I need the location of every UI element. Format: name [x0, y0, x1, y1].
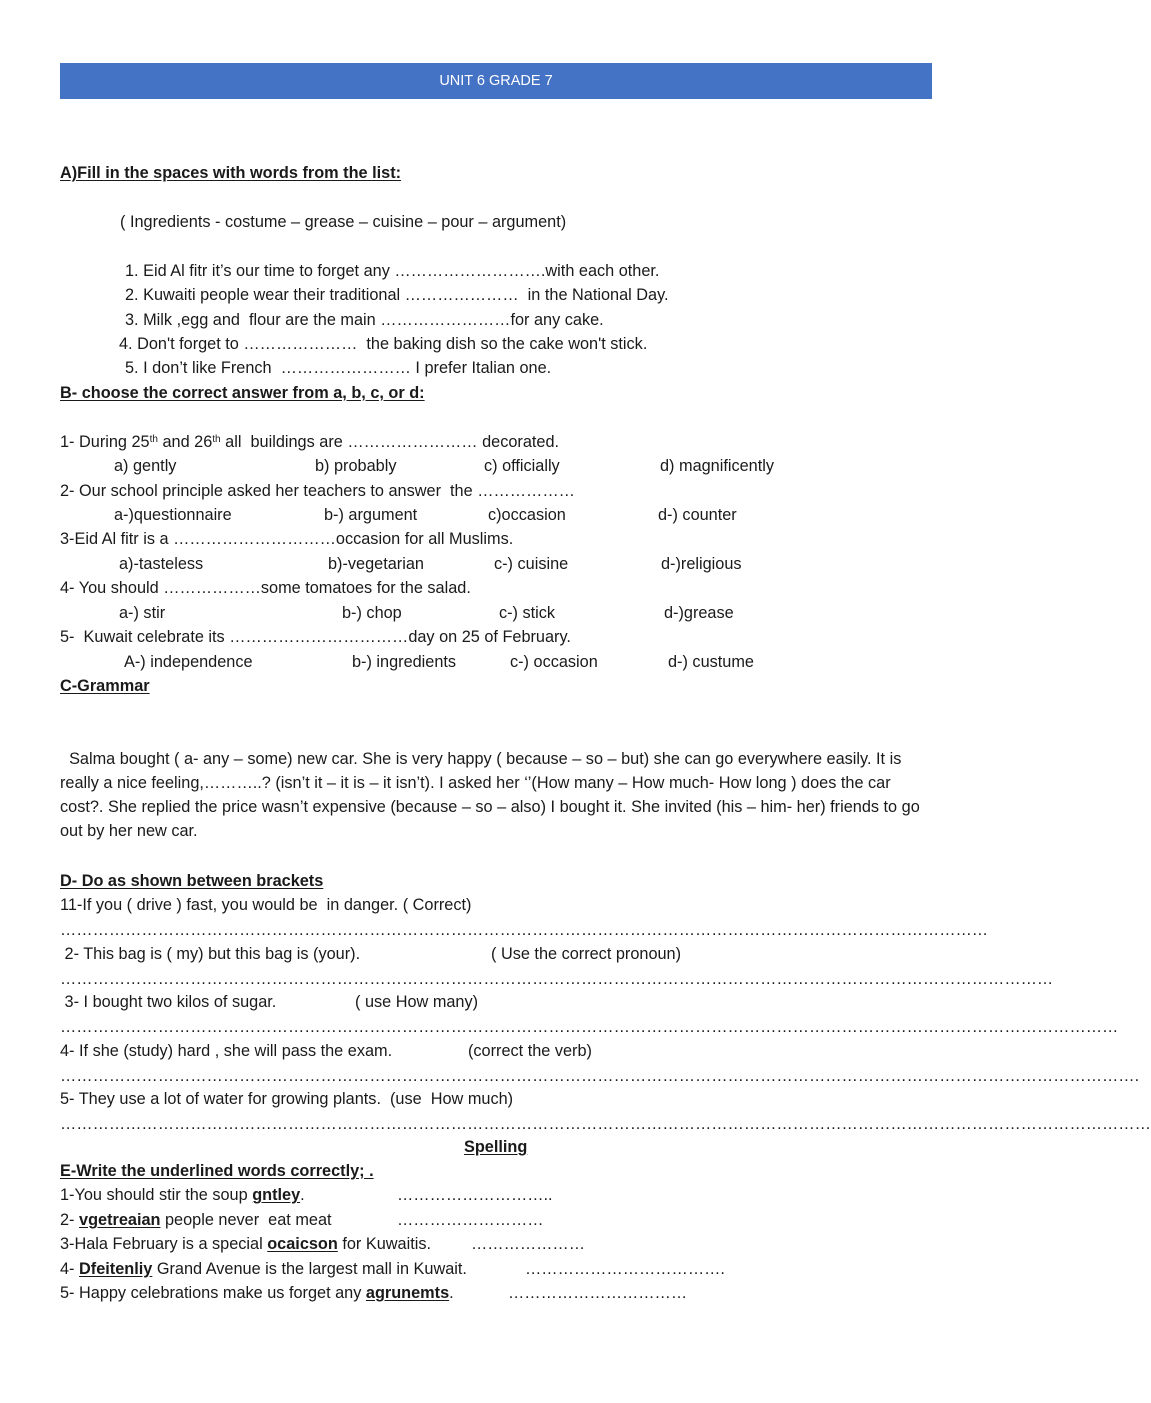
section-b-heading: B- choose the correct answer from a, b, c, or d:	[60, 384, 425, 402]
misspelled-word: vgetreaian	[79, 1211, 161, 1229]
word-list: ( Ingredients - costume – grease – cuisine – pour – argument)	[120, 213, 567, 231]
grammar-paragraph: Salma bought ( a- any – some) new car. She is very happy ( because – so – but) she can go everywhere easily. It is really a nice feeling,………..? (isn’t it – it is – it isn’t). I asked her ‘’(How many – How much- How long ) does the car cost?. She replied the price wasn’t expensive (because – so – also) I bought it. She invited (his – him- her) friends to go out by her new car.	[60, 750, 920, 840]
b-question-3: 3-Eid Al fitr is a …………………………occasion for all Muslims.	[60, 530, 514, 548]
b-question-5: 5- Kuwait celebrate its ……………………………day on 25 of February.	[60, 628, 571, 646]
e-answer-5: ……………………………	[508, 1284, 688, 1302]
b3-option-a: a)-tasteless	[119, 555, 204, 573]
e-item-3: 3-Hala February is a special ocaicson for Kuwaitis.	[60, 1235, 432, 1253]
section-e-heading: E-Write the underlined words correctly; .	[60, 1162, 374, 1180]
misspelled-word: gntley	[252, 1186, 301, 1204]
b1-option-c: c) officially	[484, 457, 560, 475]
a-item-1: 1. Eid Al fitr it’s our time to forget any ……………………….with each other.	[125, 262, 660, 280]
d-item-3: 3- I bought two kilos of sugar.	[60, 993, 277, 1011]
d-item-3-hint: ( use How many)	[355, 993, 479, 1011]
header-title: UNIT 6 GRADE 7	[439, 73, 553, 89]
misspelled-word: agrunemts	[365, 1284, 450, 1302]
b2-option-d: d-) counter	[658, 506, 737, 524]
b3-option-b: b)-vegetarian	[328, 555, 424, 573]
section-c-heading: C-Grammar	[60, 677, 150, 695]
misspelled-word: ocaicson	[267, 1235, 338, 1253]
e-answer-3: …………………	[471, 1235, 585, 1253]
d-answer-line-3: ……………………………………………………………………………………………………………………………………………………………………………	[60, 1018, 1119, 1036]
a-item-3: 3. Milk ,egg and flour are the main ……………………for any cake.	[125, 311, 604, 329]
d-answer-line-5: …………………………………………………………………………………………………………………………………………………………………………………	[60, 1115, 1151, 1133]
spelling-title: Spelling	[464, 1138, 528, 1156]
b5-option-c: c-) occasion	[510, 653, 598, 671]
d-item-2: 2- This bag is ( my) but this bag is (your).	[60, 945, 361, 963]
e-answer-1: ………………………..	[397, 1186, 553, 1204]
b-question-2: 2- Our school principle asked her teachers to answer the ………………	[60, 482, 575, 500]
d-item-1: 11-If you ( drive ) fast, you would be in danger. ( Correct)	[60, 896, 472, 914]
b2-option-a: a-)questionnaire	[114, 506, 232, 524]
b4-option-a: a-) stir	[119, 604, 166, 622]
d-answer-line-1: ………………………………………………………………………………………………………………………………………………………	[60, 921, 989, 939]
section-d-heading: D- Do as shown between brackets	[60, 872, 324, 890]
d-item-4: 4- If she (study) hard , she will pass the exam.	[60, 1042, 393, 1060]
d-answer-line-4: ……………………………………………………………………………………………………………………………………………………………………………….	[60, 1067, 1140, 1085]
d-item-4-hint: (correct the verb)	[468, 1042, 592, 1060]
b1-option-a: a) gently	[114, 457, 177, 475]
b-question-1: 1- During 25th and 26th all buildings are …………………… decorated.	[60, 433, 560, 451]
e-item-1: 1-You should stir the soup gntley.	[60, 1186, 305, 1204]
b1-option-b: b) probably	[315, 457, 397, 475]
b-question-4: 4- You should ………………some tomatoes for the salad.	[60, 579, 471, 597]
e-answer-2: ………………………	[397, 1211, 544, 1229]
section-a-heading: A)Fill in the spaces with words from the list:	[60, 164, 402, 182]
d-item-5: 5- They use a lot of water for growing plants. (use How much)	[60, 1090, 514, 1108]
e-item-4: 4- Dfeitenliy Grand Avenue is the largest mall in Kuwait.	[60, 1260, 467, 1278]
b5-option-d: d-) custume	[668, 653, 754, 671]
b2-option-c: c)occasion	[488, 506, 566, 524]
a-item-4: 4. Don't forget to ………………… the baking dish so the cake won't stick.	[119, 335, 648, 353]
b4-option-d: d-)grease	[664, 604, 734, 622]
e-answer-4: ……………………………….	[525, 1260, 725, 1278]
b4-option-c: c-) stick	[499, 604, 556, 622]
a-item-5: 5. I don’t like French …………………… I prefer Italian one.	[125, 359, 552, 377]
b4-option-b: b-) chop	[342, 604, 402, 622]
a-item-2: 2. Kuwaiti people wear their traditional ………………… in the National Day.	[125, 286, 669, 304]
d-item-2-hint: ( Use the correct pronoun)	[491, 945, 682, 963]
b3-option-d: d-)religious	[661, 555, 742, 573]
d-answer-line-2: …………………………………………………………………………………………………………………………………………………………………	[60, 970, 1054, 988]
header-banner	[60, 63, 932, 99]
b2-option-b: b-) argument	[324, 506, 418, 524]
b5-option-a: A-) independence	[124, 653, 253, 671]
misspelled-word: Dfeitenliy	[79, 1260, 153, 1278]
e-item-5: 5- Happy celebrations make us forget any agrunemts.	[60, 1284, 454, 1302]
e-item-2: 2- vgetreaian people never eat meat	[60, 1211, 332, 1229]
b3-option-c: c-) cuisine	[494, 555, 569, 573]
b5-option-b: b-) ingredients	[352, 653, 457, 671]
b1-option-d: d) magnificently	[660, 457, 775, 475]
